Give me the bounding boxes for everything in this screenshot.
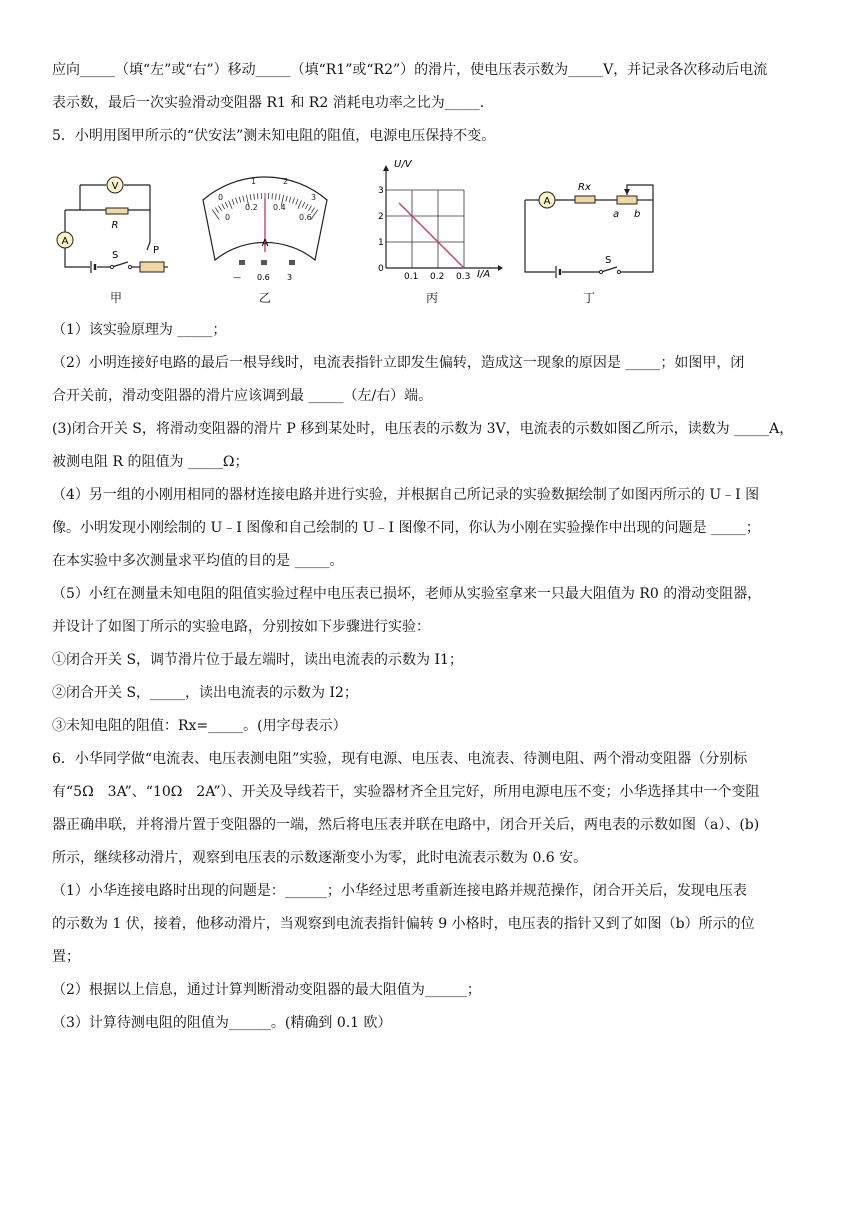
- x-tick-02: 0.2: [430, 272, 445, 282]
- text-line-1: 应向_____（填“左”或“右”）移动_____（填“R1”或“R2”）的滑片，使电压表示数为_____V，并记录各次移动后电流: [52, 62, 768, 78]
- figure-row: [0, 155, 860, 305]
- scale-top-1: 1: [251, 177, 257, 186]
- q5-step-1: ①闭合开关 S，调节滑片位于最左端时，读出电流表的示数为 I1；: [52, 652, 463, 668]
- x-tick-01: 0.1: [404, 272, 419, 282]
- y-axis-arrow: [383, 165, 389, 171]
- voltmeter-label: V: [111, 181, 119, 192]
- question-5-title: 5．小明用图甲所示的“伏安法”测未知电阻的阻值，电源电压保持不变。: [52, 128, 496, 144]
- rx-label: Rx: [578, 182, 591, 193]
- q5-part-3b: 被测电阻 R 的阻值为 _____Ω；: [52, 454, 249, 470]
- q5-part-1: （1）该实验原理为 _____；: [52, 322, 227, 338]
- scale-bottom-2: 0.4: [273, 203, 286, 212]
- caption-bing: 丙: [425, 291, 438, 305]
- question-6-line-4: 所示，继续移动滑片，观察到电压表的示数逐渐变小为零，此时电流表示数为 0.6 安。: [52, 850, 588, 866]
- x-tick-03: 0.3: [456, 272, 471, 282]
- x-axis-label: I/A: [477, 269, 491, 280]
- q6-part-1a: （1）小华连接电路时出现的问题是：______；小华经过思考重新连接电路并规范操作，闭合开关后，发现电压表: [52, 883, 747, 899]
- y-tick-2: 2: [378, 212, 384, 222]
- caption-ding: 丁: [582, 291, 595, 305]
- y-tick-1: 1: [378, 238, 384, 248]
- q5-part-5b: 并设计了如图丁所示的实验电路，分别按如下步骤进行实验：: [52, 619, 430, 635]
- graph-bing: [360, 155, 510, 285]
- text-line-2: 表示数，最后一次实验滑动变阻器 R1 和 R2 消耗电功率之比为_____.: [52, 95, 485, 111]
- q6-part-1b: 的示数为 1 伏，接着，他移动滑片，当观察到电流表指针偏转 9 小格时，电压表的指针又到了如图（b）所示的位: [52, 916, 755, 932]
- q5-part-4a: （4）另一组的小刚用相同的器材连接电路并进行实验，并根据自己所记录的实验数据绘制了如图丙所示的 U﹣I 图: [52, 487, 760, 503]
- circuit-jia: [50, 170, 170, 285]
- circuit-ding: [515, 175, 660, 285]
- scale-bottom-3: 0.6: [299, 213, 312, 222]
- q6-part-1c: 置；: [52, 949, 80, 965]
- question-6-line-3: 器正确串联，并将滑片置于变阻器的一端，然后将电压表并联在电路中，闭合开关后，两电表的示数如图（a）、(b): [52, 817, 760, 833]
- slider-label: P: [153, 245, 160, 256]
- q5-part-2b: 合开关前，滑动变阻器的滑片应该调到最 _____（左/右）端。: [52, 388, 433, 404]
- terminal-3: 3: [287, 273, 293, 282]
- y-tick-3: 3: [378, 186, 384, 196]
- scale-top-0: 0: [218, 193, 224, 202]
- ammeter-unit: A: [261, 238, 269, 249]
- ammeter-label: A: [61, 236, 69, 247]
- ammeter-yi: [195, 160, 335, 285]
- y-tick-0: 0: [378, 264, 384, 274]
- ammeter-label-ding: A: [543, 196, 551, 207]
- x-axis-arrow: [498, 265, 503, 271]
- end-a-label: a: [613, 209, 620, 220]
- switch-label-ding: S: [605, 255, 612, 266]
- caption-jia: 甲: [109, 291, 122, 305]
- data-line: [399, 203, 464, 268]
- terminal-06: 0.6: [257, 273, 270, 282]
- q5-step-2: ②闭合开关 S，_____，读出电流表的示数为 I2；: [52, 685, 358, 701]
- scale-bottom-1: 0.2: [245, 203, 258, 212]
- question-6-line-2: 有“5Ω 3A”、“10Ω 2A”）、开关及导线若干，实验器材齐全且完好，所用电源电压不变；小华选择其中一个变阻: [52, 784, 760, 800]
- question-6-line-1: 6．小华同学做“电流表、电压表测电阻”实验，现有电源、电压表、电流表、待测电阻、两个滑动变阻器（分别标: [52, 751, 748, 767]
- scale-bottom-0: 0: [225, 213, 231, 222]
- scale-top-2: 2: [283, 177, 289, 186]
- q5-part-5a: （5）小红在测量未知电阻的阻值实验过程中电压表已损坏，老师从实验室拿来一只最大阻值为 R0 的滑动变阻器，: [52, 586, 762, 602]
- switch-label: S: [112, 250, 119, 261]
- q5-part-2a: （2）小明连接好电路的最后一根导线时，电流表指针立即发生偏转，造成这一现象的原因是 _____；如图甲，闭: [52, 355, 745, 371]
- q5-part-4c: 在本实验中多次测量求平均值的目的是 _____。: [52, 553, 344, 569]
- q6-part-3: （3）计算待测电阻的阻值为______。(精确到 0.1 欧）: [52, 1015, 392, 1031]
- y-axis-label: U/V: [394, 159, 412, 170]
- q6-part-2: （2）根据以上信息，通过计算判断滑动变阻器的最大阻值为______；: [52, 982, 481, 998]
- caption-yi: 乙: [258, 291, 271, 305]
- q5-step-3: ③未知电阻的阻值：Rx=_____。(用字母表示）: [52, 718, 347, 734]
- q5-part-4b: 像。小明发现小刚绘制的 U﹣I 图像和自己绘制的 U﹣I 图像不同，你认为小刚在实验操作中出现的问题是 _____；: [52, 520, 760, 536]
- end-b-label: b: [634, 209, 641, 220]
- scale-top-3: 3: [311, 193, 317, 202]
- q5-part-3a: (3)闭合开关 S，将滑动变阻器的滑片 P 移到某处时，电压表的示数为 3V，电流表的示数如图乙所示，读数为 _____A，: [52, 421, 794, 437]
- terminal-neg: —: [233, 273, 241, 282]
- resistor-label: R: [111, 220, 119, 231]
